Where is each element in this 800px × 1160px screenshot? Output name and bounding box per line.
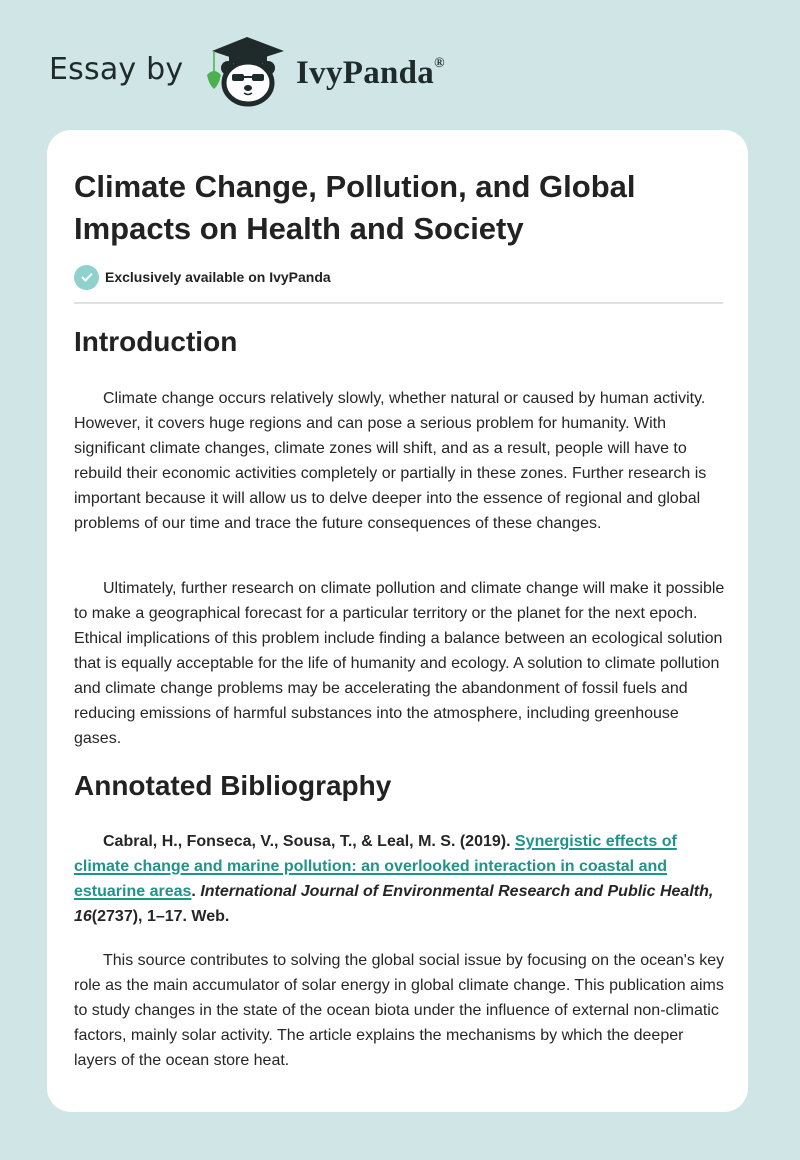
intro-paragraph-2: Ultimately, further research on climate pollution and climate change will make it possible to make a geographical forecast for a particular territory or the planet for the next epoch. Ethical implications of this problem include finding a balance between an ecological solution that is equally acceptable for the life of humanity and ecology. A solution to climate pollution and climate change problems may be accelerating the abandonment of fossil fuels and reducing emissions of harmful substances into the atmosphere, including greenhouse gases. — [74, 580, 725, 747]
exclusive-badge — [74, 264, 331, 290]
reference-authors: Cabral, H., Fonseca, V., Sousa, T., & Leal, M. S. (2019). — [103, 833, 511, 850]
check-circle-icon — [74, 265, 99, 290]
brand-header — [0, 0, 800, 130]
reference-details: (2737), 1–17. Web. — [91, 908, 230, 925]
essay-card — [47, 130, 748, 1112]
bibliography-reference: Cabral, H., Fonseca, V., Sousa, T., & Leal, M. S. (2019). Synergistic effects of climate change and marine pollution: an overlooked interaction in coastal and estuarine areas. International Journal of Environmental Research and Public Health, 16(2737), 1–17. Web. — [74, 833, 714, 925]
divider — [74, 302, 723, 304]
annotation-paragraph: This source contributes to solving the global social issue by focusing on the ocean's key role as the main accumulator of solar energy in global climate change. This publication aims to study changes in the state of the ocean biota under the influence of external non-climatic factors, mainly solar activity. The article explains the mechanisms by which the deeper layers of the ocean store heat. — [74, 952, 725, 1069]
brand-prefix: Essay by — [49, 52, 184, 87]
section-heading-introduction: Introduction — [74, 326, 238, 357]
reference-link[interactable]: Synergistic effects of climate change and marine pollution: an overlooked interaction in coastal and estuarine areas — [74, 833, 677, 900]
badge-text: Exclusively available on IvyPanda — [105, 269, 331, 285]
panda-graduate-icon[interactable] — [202, 35, 292, 107]
section-heading-bibliography: Annotated Bibliography — [74, 770, 392, 801]
page-title: Climate Change, Pollution, and Global Impacts on Health and Society — [74, 169, 636, 246]
intro-paragraph-1: Climate change occurs relatively slowly, whether natural or caused by human activity. However, it covers huge regions and can pose a serious problem for humanity. With significant climate changes, climate zones will shift, and as a result, people will have to rebuild their economic activities completely or partially in these zones. Further research is important because it will allow us to delve deeper into the essence of regional and global problems of our time and trace the future consequences of these changes. — [74, 390, 707, 532]
reference-journal: International Journal of Environmental Research and Public Health, 16 — [74, 883, 714, 925]
brand-name[interactable]: IvyPanda® — [296, 55, 445, 91]
